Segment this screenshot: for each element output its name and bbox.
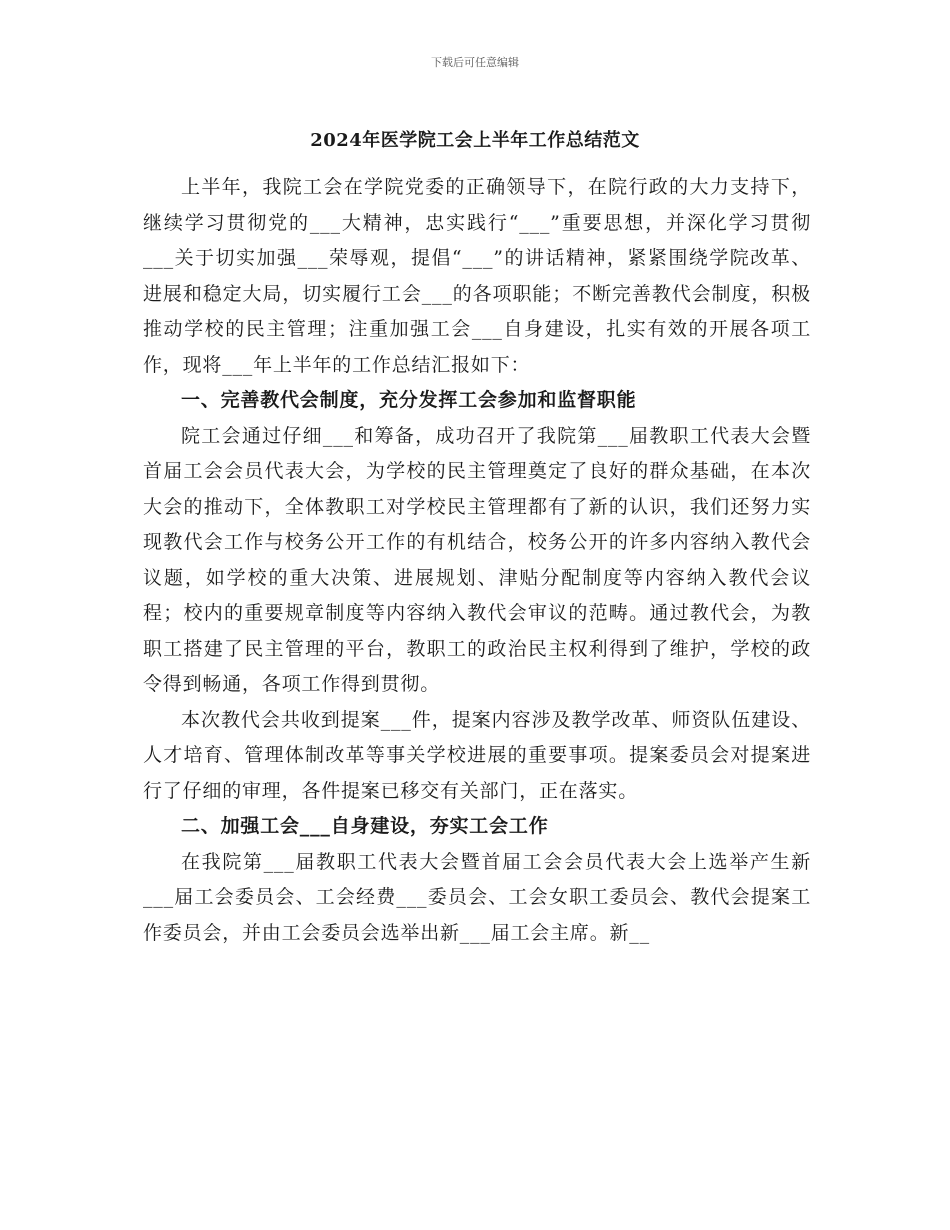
- section-heading-2: 二、加强工会___自身建设，夯实工会工作: [181, 815, 549, 837]
- section-1-paragraph-2: 本次教代会共收到提案___件，提案内容涉及教学改革、师资队伍建设、人才培育、管理体制改革等事关学校进展的重要事项。提案委员会对提案进行了仔细的审理，各件提案已移交有关部门，正在落实。: [143, 708, 811, 802]
- document-body: [143, 170, 811, 951]
- section-heading-1: 一、完善教代会制度，充分发挥工会参加和监督职能: [181, 389, 637, 411]
- header-note: 下载后可任意编辑: [431, 56, 519, 69]
- section-2-paragraph-1: 在我院第___届教职工代表大会暨首届工会会员代表大会上选举产生新___届工会委员会、工会经费___委员会、工会女职工委员会、教代会提案工作委员会，并由工会委员会选举出新___届工会主席。新__: [143, 850, 811, 944]
- document-title: 2024年医学院工会上半年工作总结范文: [310, 130, 640, 151]
- section-1-paragraph-1: 院工会通过仔细___和筹备，成功召开了我院第___届教职工代表大会暨首届工会会员代表大会，为学校的民主管理奠定了良好的群众基础，在本次大会的推动下，全体教职工对学校民主管理都有了新的认识，我们还努力实现教代会工作与校务公开工作的有机结合，校务公开的许多内容纳入教代会议题，如学校的重大决策、进展规划、津贴分配制度等内容纳入教代会议程；校内的重要规章制度等内容纳入教代会审议的范畴。通过教代会，为教职工搭建了民主管理的平台，教职工的政治民主权利得到了维护，学校的政令得到畅通，各项工作得到贯彻。: [143, 424, 811, 695]
- intro-paragraph: 上半年，我院工会在学院党委的正确领导下，在院行政的大力支持下，继续学习贯彻党的___大精神，忠实践行“___”重要思想，并深化学习贯彻___关于切实加强___荣辱观，提倡“___”的讲话精神，紧紧围绕学院改革、进展和稳定大局，切实履行工会___的各项职能；不断完善教代会制度，积极推动学校的民主管理；注重加强工会___自身建设，扎实有效的开展各项工作，现将___年上半年的工作总结汇报如下：: [143, 176, 811, 376]
